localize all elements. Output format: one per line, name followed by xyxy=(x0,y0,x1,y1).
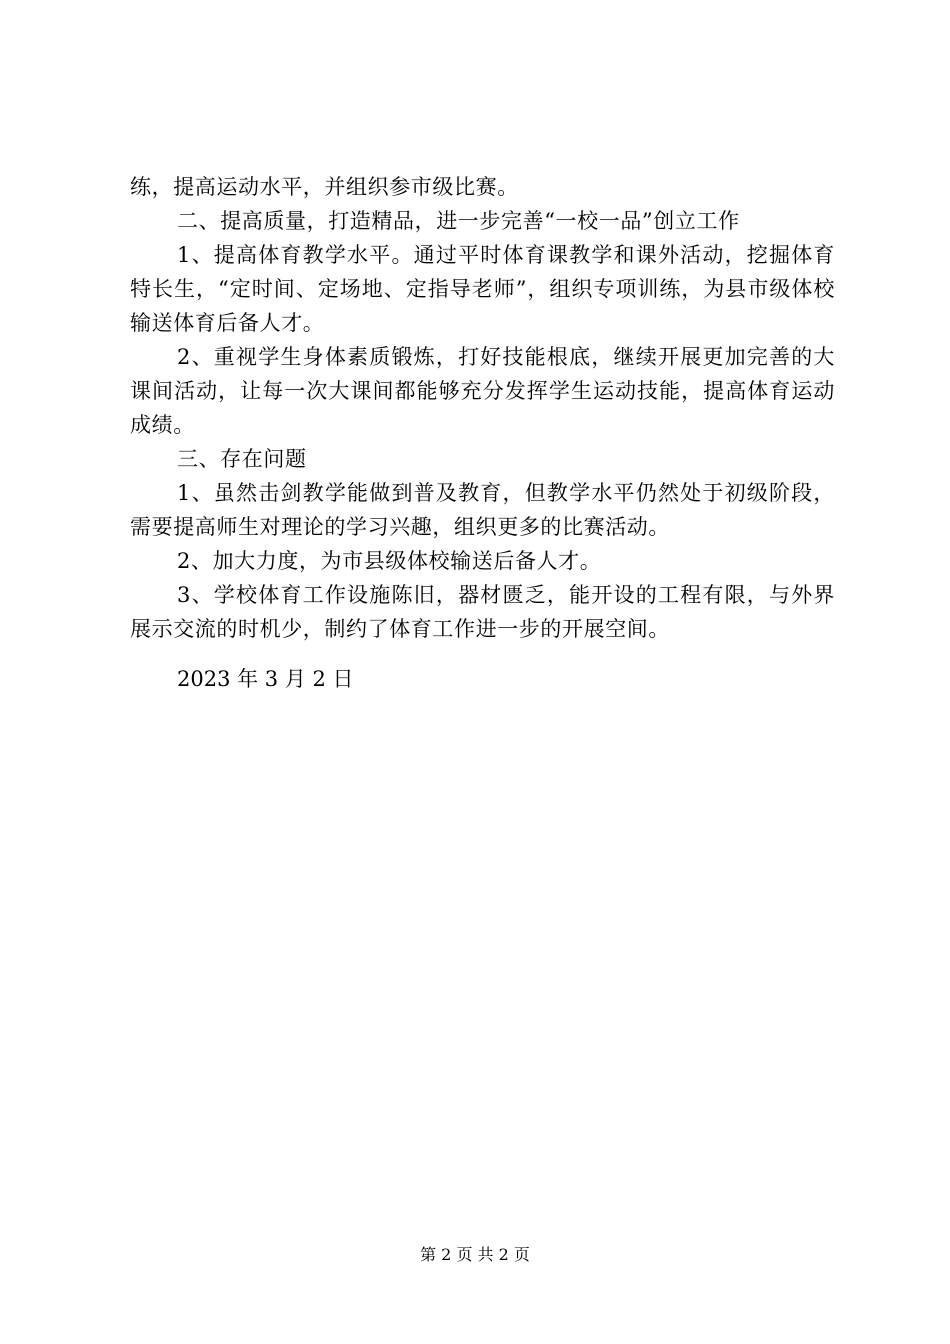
document-date: 2023 年 3 月 2 日 xyxy=(177,667,354,691)
paragraph-item-2: 2、重视学生身体素质锻炼，打好技能根底，继续开展更加完善的大课间活动，让每一次大课间都能够充分发挥学生运动技能，提高体育运动成绩。 xyxy=(130,345,835,437)
problem-item-2: 2、加大力度，为市县级体校输送后备人才。 xyxy=(177,549,602,573)
section-heading-two: 二、提高质量，打造精品，进一步完善“一校一品”创立工作 xyxy=(177,209,740,233)
paragraph-continuation: 练，提高运动水平，并组织参市级比赛。 xyxy=(130,175,519,199)
section-heading-three: 三、存在问题 xyxy=(177,447,307,471)
page-footer: 第 2 页 共 2 页 xyxy=(420,1245,530,1264)
problem-item-3: 3、学校体育工作设施陈旧，器材匮乏，能开设的工程有限，与外界展示交流的时机少，制约了体育工作进一步的开展空间。 xyxy=(130,583,835,641)
paragraph-item-1: 1、提高体育教学水平。通过平时体育课教学和课外活动，挖掘体育特长生，“定时间、定场地、定指导老师”，组织专项训练，为县市级体校输送体育后备人才。 xyxy=(130,243,835,335)
document-body xyxy=(130,170,835,696)
problem-item-1: 1、虽然击剑教学能做到普及教育，但教学水平仍然处于初级阶段，需要提高师生对理论的学习兴趣，组织更多的比赛活动。 xyxy=(130,481,835,539)
